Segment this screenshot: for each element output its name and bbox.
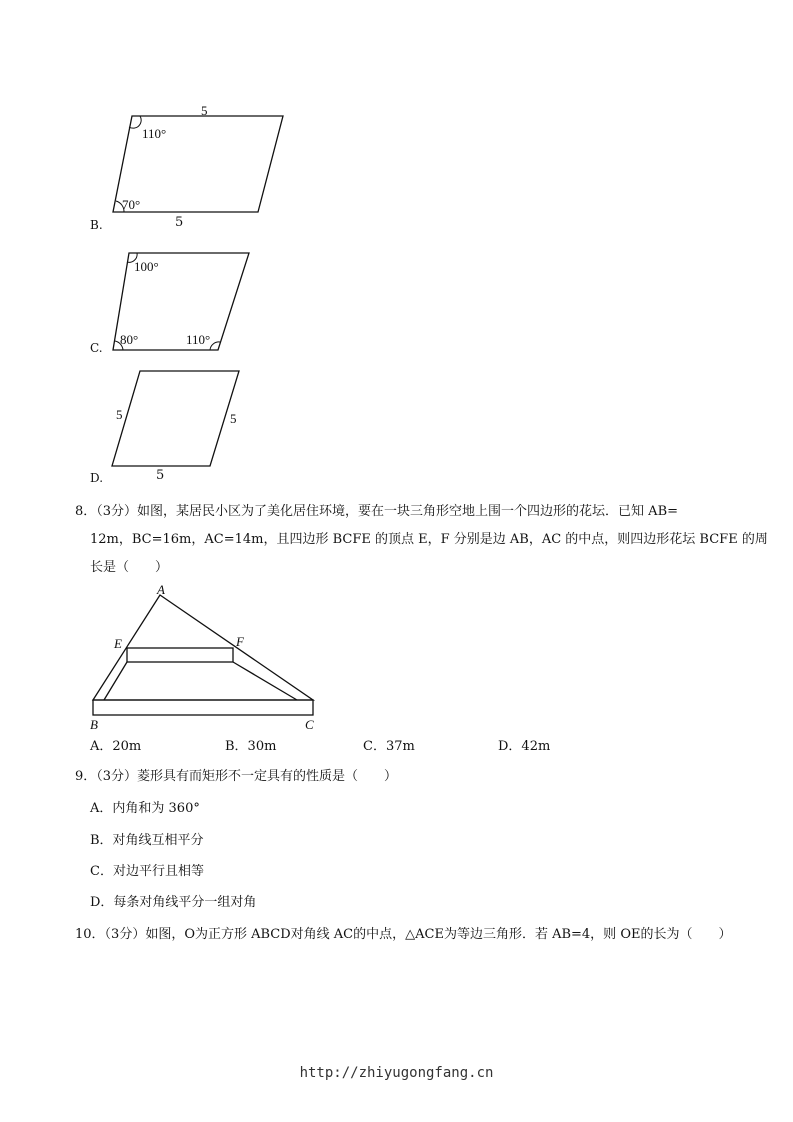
option-letter-d: D. [90, 471, 104, 485]
option-letter-c: C. [90, 341, 103, 355]
q9-option-b: B．对角线互相平分 [90, 833, 204, 848]
figure-triangle-garden [86, 582, 326, 732]
q9-option-c: C．对边平行且相等 [90, 864, 204, 879]
q10-stem: 10．（3分）如图，O为正方形 ABCD对角线 AC的中点，△ACE为等边三角形．若 AB=4，则 OE的长为（ ） [75, 927, 732, 942]
q8-stem-line1: 8．（3分）如图，某居民小区为了美化居住环境，要在一块三角形空地上围一个四边形的花坛．已知 AB= [75, 504, 679, 519]
q8-option-a: A．20m [90, 739, 142, 754]
side-label-right: 5 [230, 411, 237, 426]
side-label-left: 5 [116, 407, 123, 422]
angle-label-bottom-right: 110° [186, 332, 211, 347]
side-label-top: 5 [201, 103, 208, 118]
angle-label-bottom-left: 80° [120, 332, 139, 347]
footer-url[interactable]: http://zhiyugongfang.cn [299, 1065, 494, 1081]
q9-stem: 9．（3分）菱形具有而矩形不一定具有的性质是（ ） [75, 769, 398, 784]
q8-option-c: C．37m [363, 739, 415, 754]
side-label-bottom: 5 [156, 468, 165, 483]
q8-stem-line2: 12m，BC=16m，AC=14m，且四边形 BCFE 的顶点 E，F 分别是边 AB，AC 的中点，则四边形花坛 BCFE 的周 [90, 532, 768, 547]
vertex-label-b: B [90, 717, 98, 732]
vertex-label-a: A [157, 582, 165, 597]
q8-stem-line3: 长是（ ） [90, 560, 169, 575]
option-letter-b: B. [90, 218, 103, 232]
q8-option-d: D．42m [498, 739, 551, 754]
q8-option-b: B．30m [225, 739, 277, 754]
figure-quadrilateral-c [108, 248, 258, 358]
angle-label-bottom-left: 70° [122, 197, 141, 212]
q9-option-a: A．内角和为 360° [90, 801, 200, 816]
vertex-label-e: E [114, 636, 122, 651]
vertex-label-f: F [236, 634, 244, 649]
vertex-label-c: C [305, 717, 314, 732]
side-label-bottom: 5 [175, 215, 184, 230]
figure-parallelogram-b [110, 100, 300, 220]
angle-label-top-left: 110° [142, 126, 167, 141]
angle-label-top-left: 100° [134, 259, 159, 274]
figure-rhombus-d [108, 365, 248, 470]
q9-option-d: D．每条对角线平分一组对角 [90, 895, 257, 910]
